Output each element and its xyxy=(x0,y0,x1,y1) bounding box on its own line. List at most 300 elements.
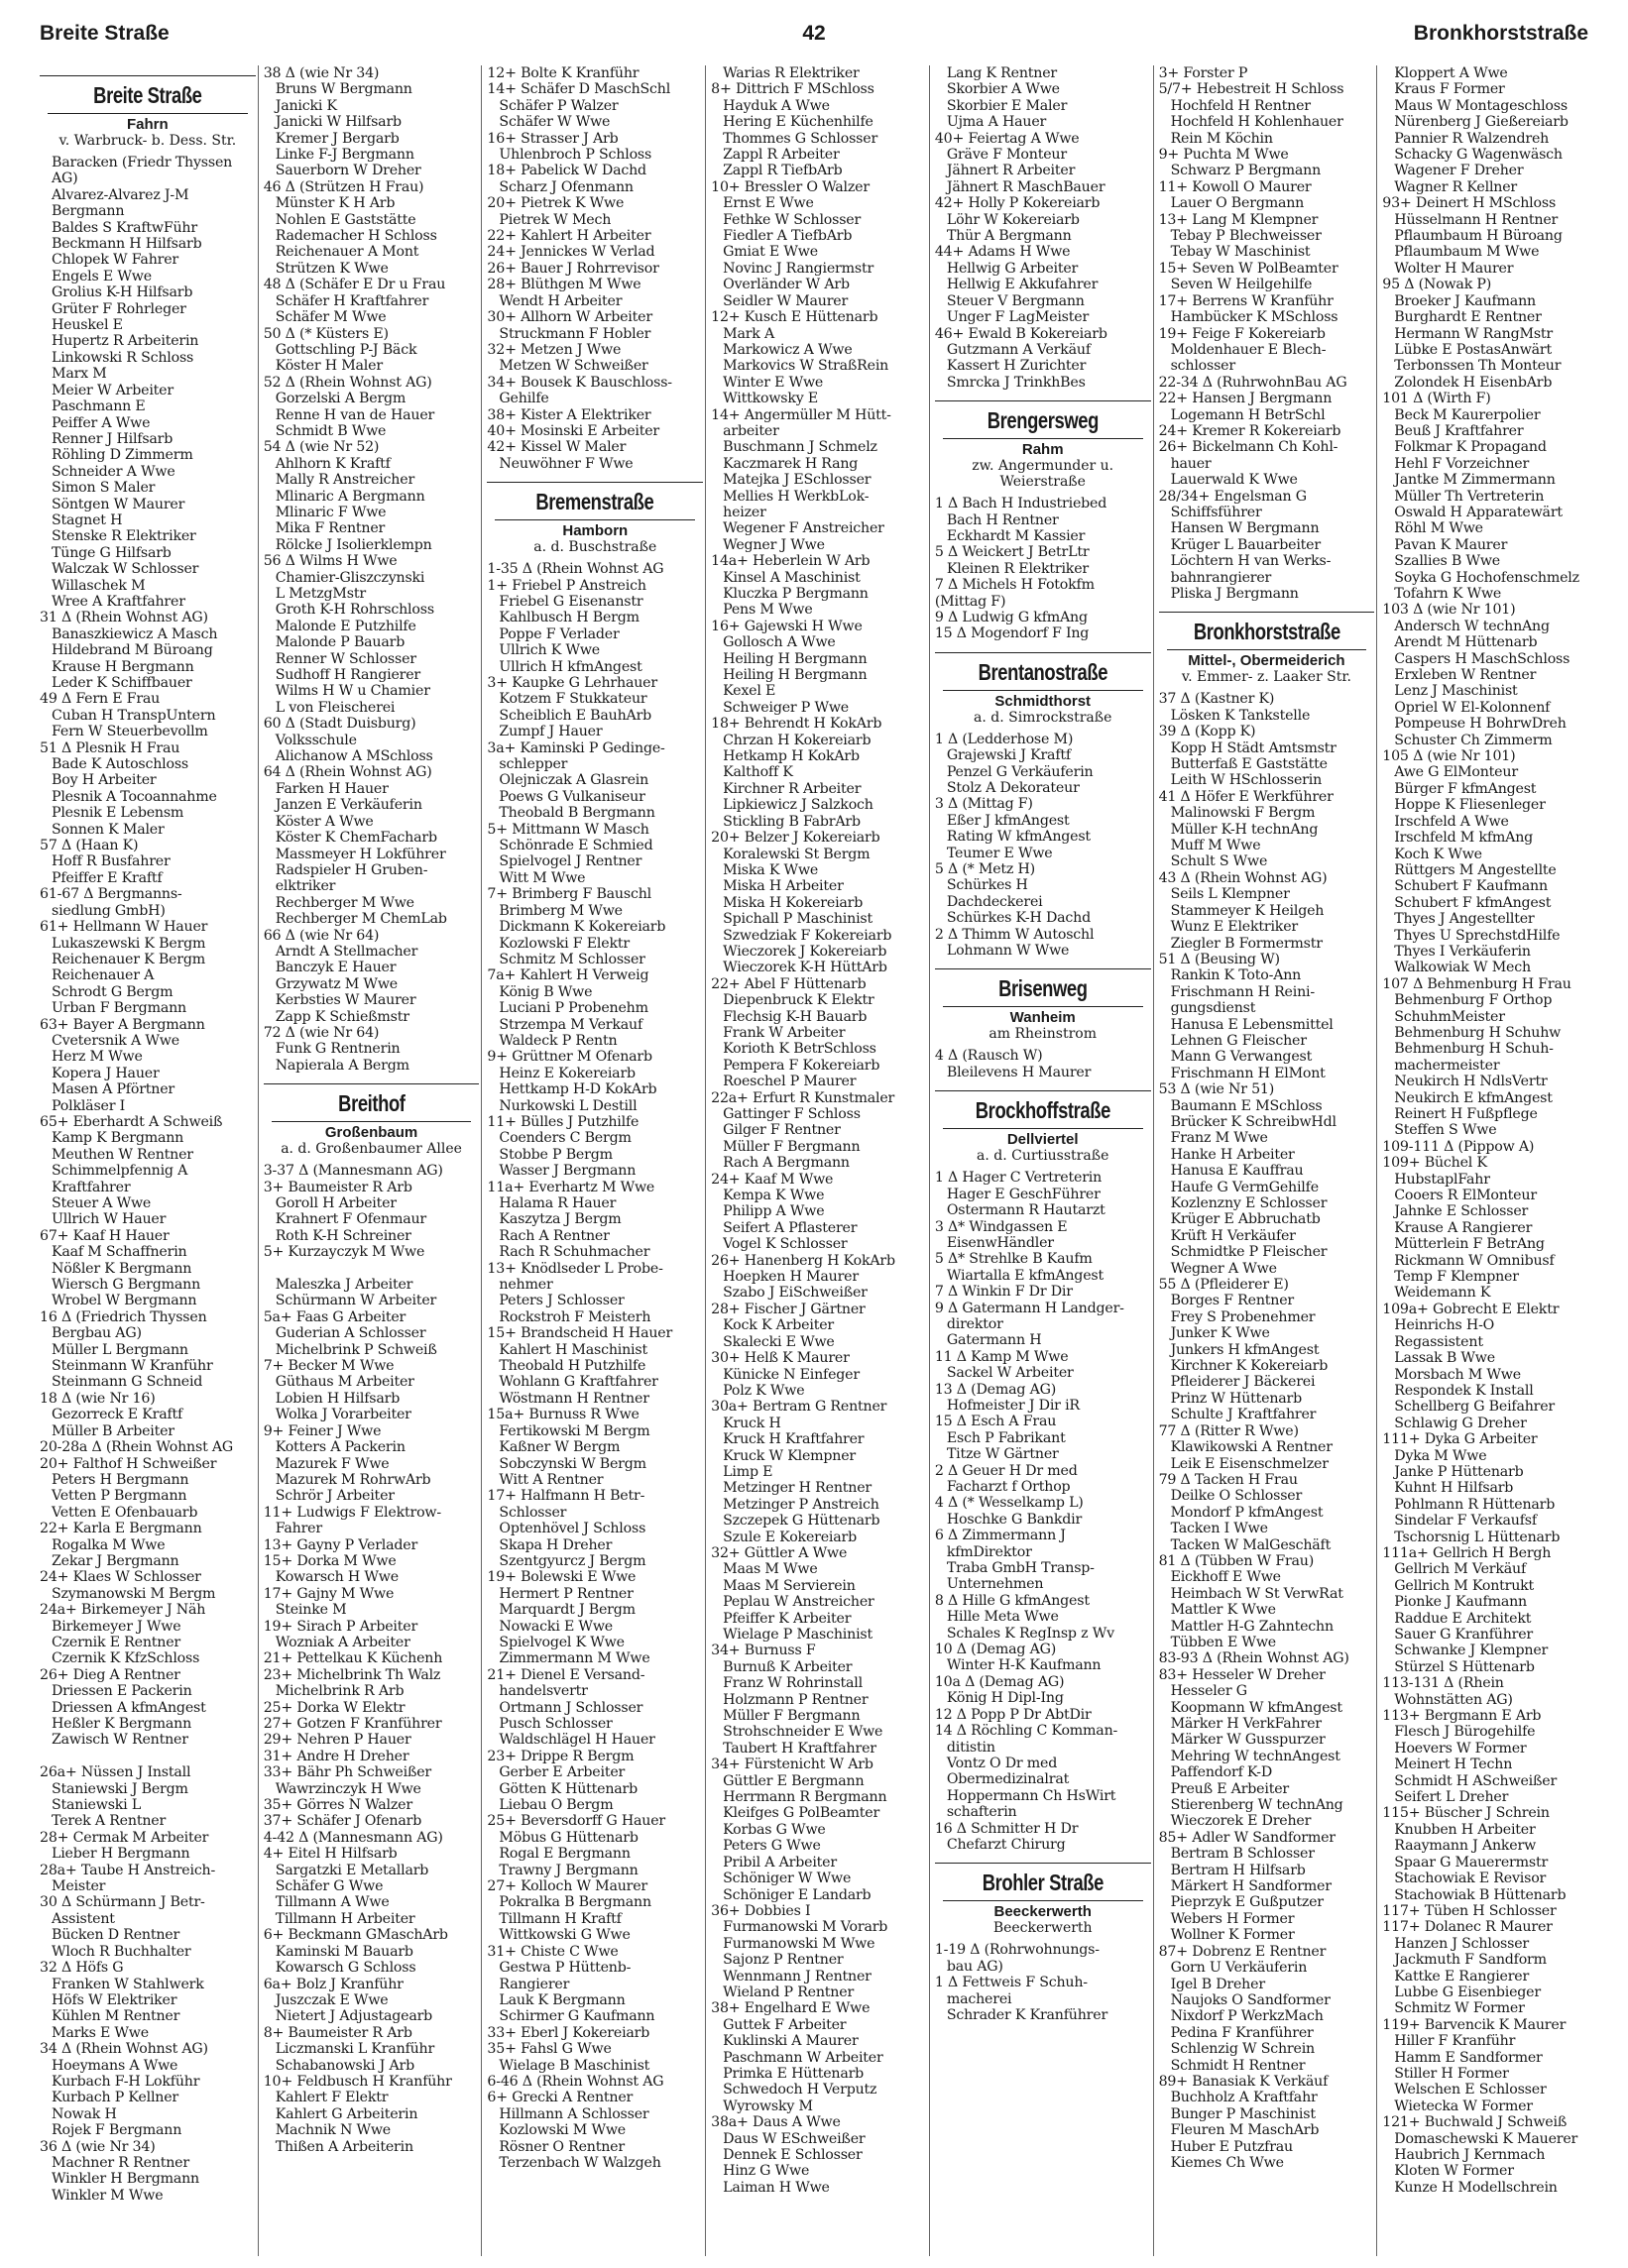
directory-entry: Tebay W Maschinist xyxy=(1170,244,1311,261)
directory-entry: Waldschlägel H Hauer xyxy=(499,1732,655,1749)
directory-entry: Lobien H Hilfsarb xyxy=(275,1390,401,1407)
directory-entry: 24+ Kremer R Kokereiarb xyxy=(1158,422,1341,439)
directory-entry: 56 Δ Wilms H Wwe xyxy=(263,553,398,570)
directory-entry: Pflaumbaum H Büroang xyxy=(1394,228,1563,245)
directory-entry: Hanzen J Schlosser xyxy=(1394,1935,1529,1952)
directory-entry: Hoeymans A Wwe xyxy=(52,2057,178,2074)
directory-entry: Söntgen W Maurer xyxy=(52,496,185,512)
directory-entry: 109a+ Gobrecht E Elektr xyxy=(1382,1301,1560,1317)
directory-entry: Peplau W Anstreicher xyxy=(723,1594,874,1611)
directory-entry: Webers H Former xyxy=(1170,1910,1295,1927)
directory-entry: Franz M Wwe xyxy=(1170,1130,1268,1147)
directory-entry: Reinert H Fußpflege xyxy=(1394,1106,1538,1122)
directory-entry: Kotzem F Stukkateur xyxy=(499,691,647,708)
directory-entry: Janke P Hüttenarb xyxy=(1394,1463,1524,1480)
directory-entry: Hering E Küchenhilfe xyxy=(723,114,873,131)
directory-entry: 1-35 Δ (Rhein Wohnst AG xyxy=(487,561,664,578)
directory-entry: Muff M Wwe xyxy=(1170,838,1261,854)
directory-entry: 21+ Pettelkau K Küchenh xyxy=(263,1650,443,1667)
directory-entry: Thür A Bergmann xyxy=(946,228,1072,245)
directory-entry: 3+ Baumeister R Arb xyxy=(263,1179,412,1195)
directory-entry: Thyes U SprechstdHilfe xyxy=(1394,927,1561,944)
directory-entry: 8+ Baumeister R Arb xyxy=(263,2024,412,2041)
directory-entry: Stiller H Former xyxy=(1394,2065,1509,2082)
directory-entry: Malinowski F Bergm xyxy=(1170,805,1316,822)
directory-entry: Hiller F Kranführ xyxy=(1394,2033,1516,2050)
directory-entry: Hesseler G xyxy=(1170,1683,1247,1700)
directory-entry: Schrodt G Bergm xyxy=(52,983,174,1000)
directory-entry: Witt M Wwe xyxy=(499,869,586,886)
directory-entry: Pompeuse H BohrwDreh xyxy=(1394,716,1567,733)
directory-entry: arbeiter xyxy=(723,422,779,439)
directory-entry: Steinmann W Kranführ xyxy=(52,1358,213,1375)
directory-entry: 12+ Bolte K Kranführ xyxy=(487,65,640,81)
directory-entry: Optenhövel J Schloss xyxy=(499,1521,646,1537)
directory-entry: Gattinger F Schloss xyxy=(723,1106,861,1122)
directory-entry: Tacken I Wwe xyxy=(1170,1521,1268,1537)
directory-entry: Chamier-Gliszczynski xyxy=(275,569,425,586)
directory-entry: Nowacki E Wwe xyxy=(499,1618,613,1635)
directory-entry: Rangierer xyxy=(499,1976,570,1992)
directory-entry: Kahlert H Maschinist xyxy=(499,1341,647,1358)
directory-entry: Rein M Köchin xyxy=(1170,130,1273,147)
directory-entry: Hermert P Rentner xyxy=(499,1585,634,1602)
directory-entry: Kleifges G PolBeamter xyxy=(723,1805,880,1822)
directory-entry: 64 Δ (Rhein Wohnst AG) xyxy=(263,764,432,781)
directory-entry: Peters G Wwe xyxy=(723,1838,821,1855)
directory-entry: 49 Δ Fern E Frau xyxy=(40,691,161,708)
directory-column xyxy=(935,65,1154,2256)
directory-entry: Grolius K-H Hilfsarb xyxy=(52,284,193,301)
directory-entry: Klawikowski A Rentner xyxy=(1170,1439,1333,1456)
directory-entry: Marx M xyxy=(52,366,107,383)
directory-entry: 111a+ Gellrich H Bergh xyxy=(1382,1544,1552,1561)
directory-entry: Rockstroh F Meisterh xyxy=(499,1308,651,1325)
street-name: Bronkhorststraße xyxy=(1193,619,1340,645)
directory-entry: Szczepek G Hüttenarb xyxy=(723,1513,880,1530)
directory-entry: direktor xyxy=(946,1315,1003,1332)
directory-entry: Rankin K Toto-Ann xyxy=(1170,967,1302,984)
street-name: Brentanostraße xyxy=(978,658,1107,685)
directory-entry: Hellwig E Akkufahrer xyxy=(946,277,1099,293)
directory-entry: Haubrich J Kernmach xyxy=(1394,2147,1546,2163)
directory-entry: 8+ Dittrich F MSchloss xyxy=(711,81,874,98)
directory-entry: Hille Meta Wwe xyxy=(946,1609,1059,1626)
street-range: a. d. Buschstraße xyxy=(533,539,657,556)
directory-entry: elktriker xyxy=(275,878,336,895)
directory-entry: Roth K-H Schreiner xyxy=(275,1227,411,1244)
directory-entry: Pliska J Bergmann xyxy=(1170,586,1299,602)
directory-entry: Franz W Rohrinstall xyxy=(723,1675,863,1692)
directory-entry: Kowarsch G Schloss xyxy=(275,1960,416,1977)
directory-entry: Bergmann xyxy=(52,203,125,220)
directory-entry: gungsdienst xyxy=(1170,1000,1256,1017)
street-name: Brohler Straße xyxy=(982,1870,1104,1896)
directory-entry: 67+ Kaaf H Hauer xyxy=(40,1227,170,1244)
directory-entry: 38a+ Daus A Wwe xyxy=(711,2114,841,2131)
directory-entry: Hanusa E Kauffrau xyxy=(1170,1163,1304,1180)
directory-entry: Michelbrink P Schweiß xyxy=(275,1341,437,1358)
directory-entry: Pusch Schlosser xyxy=(499,1716,613,1732)
directory-entry: Paschmann W Arbeiter xyxy=(723,2049,883,2066)
directory-entry: SchuhmMeister xyxy=(1394,1008,1505,1025)
directory-entry xyxy=(264,1261,480,1277)
directory-entry: Schmitz M Schlosser xyxy=(499,951,645,967)
directory-entry: macherei xyxy=(946,1990,1012,2007)
directory-entry: Hoepken H Maurer xyxy=(723,1269,859,1286)
street-heading xyxy=(487,482,703,555)
directory-entry: Seils L Klempner xyxy=(1170,886,1290,903)
street-range: Beeckerwerth xyxy=(992,1920,1093,1937)
directory-entry: 18+ Behrendt H KokArb xyxy=(711,716,882,733)
directory-entry: Neukirch H NdlsVertr xyxy=(1394,1074,1548,1090)
directory-entry: Rogalka M Wwe xyxy=(52,1536,166,1553)
directory-entry: 13+ Gayny P Verlader xyxy=(263,1536,418,1553)
directory-entry: Guderian A Schlosser xyxy=(275,1325,426,1342)
directory-entry: 51 Δ Plesnik H Frau xyxy=(40,739,180,756)
directory-entry: Wrobel W Bergmann xyxy=(52,1293,197,1309)
directory-entry: 30a+ Bertram G Rentner xyxy=(711,1399,887,1416)
directory-entry: Wunz E Elektriker xyxy=(1170,919,1298,936)
directory-entry: 39 Δ (Kopp K) xyxy=(1158,724,1256,740)
directory-entry: Huber E Putzfrau xyxy=(1170,2138,1293,2155)
directory-entry: Heiling H Bergmann xyxy=(723,667,868,684)
directory-entry: Malonde E Putzhilfe xyxy=(275,618,416,634)
directory-column xyxy=(1382,65,1601,2256)
directory-entry: 16 Δ Schmitter H Dr xyxy=(934,1820,1079,1837)
directory-entry: Ullrich W Hauer xyxy=(52,1211,167,1228)
directory-entry: Wieczorek J Kokereiarb xyxy=(723,943,887,960)
directory-entry: Gutzmann A Verkäuf xyxy=(946,341,1091,358)
directory-entry: 5 Δ Weickert J BetrLtr xyxy=(934,544,1090,561)
directory-entry: 21+ Dienel E Versand- xyxy=(487,1666,645,1683)
directory-entry: Hoschke G Bankdir xyxy=(946,1511,1083,1528)
directory-entry: Leith W HSchlosserin xyxy=(1170,772,1323,789)
directory-entry: 54 Δ (wie Nr 52) xyxy=(263,439,380,456)
page-header xyxy=(40,22,1588,54)
directory-entry: Märker H VerkFahrer xyxy=(1170,1716,1322,1732)
directory-entry: Grajewski J Kraftf xyxy=(946,747,1071,764)
directory-entry: Stolz A Dekorateur xyxy=(946,780,1080,796)
directory-entry: Gerber E Arbeiter xyxy=(499,1764,626,1781)
directory-entry: Hambücker K MSchloss xyxy=(1170,309,1338,326)
directory-entry: Kuklinski A Maurer xyxy=(723,2033,859,2050)
directory-entry: Janicki K xyxy=(275,97,337,114)
directory-entry: Peters J Schlosser xyxy=(499,1293,625,1309)
directory-entry: Wiersch G Bergmann xyxy=(52,1277,201,1294)
directory-entry: Wendt H Arbeiter xyxy=(499,292,623,309)
directory-entry: Schubert F kfmAngest xyxy=(1394,894,1552,911)
directory-entry: Hanusa E Lebensmittel xyxy=(1170,1016,1334,1033)
directory-entry: Bücken D Rentner xyxy=(52,1927,180,1944)
directory-entry: 19+ Sirach P Arbeiter xyxy=(263,1618,418,1635)
directory-entry: 5a+ Faas G Arbeiter xyxy=(263,1308,407,1325)
directory-entry: 117+ Dolanec R Maurer xyxy=(1382,1919,1553,1936)
directory-entry: Hehl F Vorzeichner xyxy=(1394,455,1530,472)
directory-entry: 8 Δ Hille G kfmAngest xyxy=(934,1592,1090,1609)
directory-entry: 87+ Dobrenz E Rentner xyxy=(1158,1943,1327,1960)
directory-entry: Meuthen W Rentner xyxy=(52,1146,193,1163)
directory-entry: Staniewski L xyxy=(52,1797,142,1814)
directory-entry: Ortmann J Schlosser xyxy=(499,1699,643,1716)
directory-entry: Engels E Wwe xyxy=(52,268,152,284)
directory-entry: Köster H Maler xyxy=(275,358,383,375)
directory-entry: Schöniger W Wwe xyxy=(723,1871,852,1887)
directory-entry: 16+ Strasser J Arb xyxy=(487,130,619,147)
directory-entry: 117+ Tüben H Schlosser xyxy=(1382,1902,1557,1919)
directory-entry: Metzen W Schweißer xyxy=(499,358,648,375)
directory-entry: Pietrek W Mech xyxy=(499,211,612,228)
directory-entry: 6a+ Bolz J Kranführ xyxy=(263,1976,404,1992)
directory-entry: Knubben H Arbeiter xyxy=(1394,1821,1536,1838)
street-range: v. Warbruck- b. Dess. Str. xyxy=(58,133,237,149)
directory-entry: Philipp A Wwe xyxy=(723,1203,825,1220)
directory-entry: Wöstmann H Rentner xyxy=(499,1390,649,1407)
directory-entry: Hinz G Wwe xyxy=(723,2163,810,2180)
directory-entry: 6+ Beckmann GMaschArb xyxy=(263,1927,448,1944)
directory-entry: Seifert L Dreher xyxy=(1394,1789,1509,1806)
street-range: a. d. Simrockstraße xyxy=(974,709,1112,726)
directory-entry: 83-93 Δ (Rhein Wohnst AG) xyxy=(1158,1650,1349,1667)
directory-entry: Mazurek F Wwe xyxy=(275,1455,390,1472)
directory-entry: Waldeck P Rentn xyxy=(499,1032,618,1049)
directory-entry: Jantke M Zimmermann xyxy=(1394,472,1556,489)
directory-entry: Teumer E Wwe xyxy=(946,845,1053,861)
directory-entry: 20+ Falthof H Schweißer xyxy=(40,1455,217,1472)
directory-entry: 61-67 Δ Bergmanns- xyxy=(40,886,182,903)
directory-entry: 3+ Kaupke G Lehrhauer xyxy=(487,675,657,691)
directory-entry: 30 Δ Schürmann J Betr- xyxy=(40,1894,205,1911)
directory-entry: Götten K Hüttenarb xyxy=(499,1780,639,1797)
directory-entry: Müller Th Vertreterin xyxy=(1394,488,1545,505)
directory-entry: Bunger P Maschinist xyxy=(1170,2105,1316,2122)
district-name: Fahrn xyxy=(127,116,169,133)
directory-entry: 33+ Eberl J Kokereiarb xyxy=(487,2024,650,2041)
street-rule xyxy=(943,438,1143,439)
street-name: Brengersweg xyxy=(987,407,1099,434)
directory-entry: Kraus F Former xyxy=(1394,81,1505,98)
directory-entry: Lenz J Maschinist xyxy=(1394,683,1518,700)
directory-entry: Rickmann W Omnibusf xyxy=(1394,1252,1555,1269)
directory-entry: Meinert H Techn xyxy=(1394,1757,1513,1773)
directory-entry: 109+ Büchel K xyxy=(1382,1155,1487,1172)
directory-entry: Stierenberg W technAng xyxy=(1170,1797,1343,1814)
directory-entry: Schiffsführer xyxy=(1170,504,1262,520)
directory-entry: Grüter F Rohrleger xyxy=(52,300,186,317)
directory-entry: Miska K Wwe xyxy=(723,861,819,878)
directory-entry: 13+ Knödlseder L Probe- xyxy=(487,1260,663,1277)
directory-entry: Sonnen K Maler xyxy=(52,821,165,838)
directory-entry: 20+ Belzer J Kokereiarb xyxy=(711,830,880,847)
directory-entry: Matejka J ESchlosser xyxy=(723,472,872,489)
directory-entry: Korioth K BetrSchloss xyxy=(723,1041,876,1058)
directory-entry: Eßer J kfmAngest xyxy=(946,812,1070,829)
directory-entry: Heinrichs H-O xyxy=(1394,1317,1495,1334)
directory-entry: Meister xyxy=(52,1878,106,1895)
directory-entry: Hüsselmann H Rentner xyxy=(1394,211,1559,228)
directory-entry: Furmanowski M Wwe xyxy=(723,1935,875,1952)
directory-entry: Arndt A Stellmacher xyxy=(275,943,418,960)
directory-entry: Winter E Wwe xyxy=(723,374,824,391)
directory-entry: 9 Δ Gatermann H Landger- xyxy=(934,1300,1124,1316)
directory-entry: Linke F-J Bergmann xyxy=(275,147,414,164)
directory-entry: Mehring W technAngest xyxy=(1170,1748,1340,1764)
directory-entry: Tillmann A Wwe xyxy=(275,1894,390,1911)
directory-entry: Sauer G Kranführer xyxy=(1394,1627,1533,1643)
directory-entry: 42+ Kissel W Maler xyxy=(487,439,627,456)
directory-entry: Willaschek M xyxy=(52,577,146,594)
directory-entry: 25+ Dorka W Elektr xyxy=(263,1699,406,1716)
directory-entry: 1-19 Δ (Rohrwohnungs- xyxy=(934,1942,1100,1959)
directory-entry: 46+ Ewald B Kokereiarb xyxy=(934,325,1107,342)
directory-entry: Hanke H Arbeiter xyxy=(1170,1146,1295,1163)
directory-entry: schlosser xyxy=(1170,358,1235,375)
directory-entry: 14 Δ Röchling C Komman- xyxy=(934,1723,1118,1740)
directory-entry: Friebel G Eisenanstr xyxy=(499,593,643,610)
directory-entry: Skorbier E Maler xyxy=(946,97,1068,114)
directory-entry: Fethke W Schlosser xyxy=(723,211,862,228)
directory-entry: 1 Δ Fettweis F Schuh- xyxy=(934,1975,1088,1991)
directory-entry: Neuwöhner F Wwe xyxy=(499,455,634,472)
directory-entry: 20+ Pietrek K Wwe xyxy=(487,195,625,212)
directory-entry: Spielvogel K Wwe xyxy=(499,1634,625,1650)
street-rule xyxy=(943,1006,1143,1007)
directory-entry: Szwedziak F Kokereiarb xyxy=(723,927,892,944)
directory-entry: Herrmann R Bergmann xyxy=(723,1789,887,1806)
directory-entry: Schürkes H xyxy=(946,877,1028,894)
directory-entry: Halama R Hauer xyxy=(499,1195,617,1211)
directory-entry: Thißen A Arbeiterin xyxy=(275,2138,413,2155)
directory-entry: Pempera F Kokereiarb xyxy=(723,1057,880,1074)
directory-entry: Poews G Vulkaniseur xyxy=(499,788,645,805)
street-rule xyxy=(48,113,248,114)
directory-entry: Limp E xyxy=(723,1463,773,1480)
directory-entry: 111+ Dyka G Arbeiter xyxy=(1382,1431,1538,1448)
directory-entry: Hansen W Bergmann xyxy=(1170,520,1320,537)
directory-entry: Höfs W Elektriker xyxy=(52,1991,177,2008)
directory-columns xyxy=(40,65,1601,2256)
directory-entry: 19+ Feige F Kokereiarb xyxy=(1158,325,1326,342)
directory-entry: Plesnik E Lebensm xyxy=(52,805,184,822)
directory-entry: bau AG) xyxy=(946,1958,1003,1975)
directory-entry: 10 Δ (Demag AG) xyxy=(934,1642,1057,1658)
directory-entry: 55 Δ (Pfleiderer E) xyxy=(1158,1277,1289,1294)
directory-entry: Reichenauer A xyxy=(52,967,155,984)
directory-entry: Gellrich M Verkäuf xyxy=(1394,1561,1526,1578)
running-head-left: Breite Straße xyxy=(40,22,170,45)
directory-entry: Walkowiak W Mech xyxy=(1394,960,1531,976)
directory-entry: 28a+ Taube H Anstreich- xyxy=(40,1862,216,1878)
directory-entry: Gollosch A Wwe xyxy=(723,634,836,651)
directory-entry: Kaminski M Bauarb xyxy=(275,1943,413,1960)
directory-entry: Kaaf M Schaffnerin xyxy=(52,1244,187,1261)
directory-entry: Trawny J Bergmann xyxy=(499,1862,639,1878)
directory-entry: Kassert H Zurichter xyxy=(946,358,1087,375)
directory-entry: 15a+ Burnuss R Wwe xyxy=(487,1407,640,1423)
directory-entry: Mlinaric A Bergmann xyxy=(275,488,425,505)
directory-entry: 17+ Halfmann H Betr- xyxy=(487,1488,645,1505)
directory-entry: 13+ Lang M Klempner xyxy=(1158,211,1319,228)
directory-entry: 3 Δ* Windgassen E xyxy=(934,1218,1068,1235)
directory-entry: Janicki W Hilfsarb xyxy=(275,114,402,131)
directory-entry: Behmenburg H Schuh- xyxy=(1394,1041,1554,1058)
directory-entry: Frey S Probenehmer xyxy=(1170,1308,1316,1325)
directory-entry: Primka E Hüttenarb xyxy=(723,2065,865,2082)
directory-entry: Frischmann H Reini- xyxy=(1170,983,1315,1000)
directory-entry: Heßler K Bergmann xyxy=(52,1716,192,1732)
directory-entry: Machner R Rentner xyxy=(52,2154,189,2171)
street-range: am Rheinstrom xyxy=(988,1026,1098,1043)
directory-entry: Laiman H Wwe xyxy=(723,2179,830,2196)
directory-entry: Furmanowski M Vorarb xyxy=(723,1919,888,1936)
directory-entry: 16+ Gajewski H Wwe xyxy=(711,618,863,634)
directory-entry: Liczmanski L Kranführ xyxy=(275,2041,435,2058)
directory-entry: Fahrer xyxy=(275,1521,322,1537)
directory-entry: 38+ Kister A Elektriker xyxy=(487,406,651,423)
directory-entry: 15+ Dorka M Wwe xyxy=(263,1552,397,1569)
directory-entry: Szallies B Wwe xyxy=(1394,553,1500,570)
directory-entry: Rach A Rentner xyxy=(499,1227,610,1244)
directory-entry: Lauerwald K Wwe xyxy=(1170,472,1298,489)
directory-entry: Maas M Servierein xyxy=(723,1577,856,1594)
directory-entry: Skalecki E Wwe xyxy=(723,1333,835,1350)
directory-entry: Wieczorek E Dreher xyxy=(1170,1813,1312,1830)
directory-entry: Brücker K SchreibwHdl xyxy=(1170,1113,1337,1130)
directory-entry: AG) xyxy=(52,170,78,187)
directory-entry: Müller L Bergmann xyxy=(52,1341,188,1358)
directory-entry: Reichenauer K Bergm xyxy=(52,951,205,967)
directory-entry: Schmidt H Rentner xyxy=(1170,2057,1306,2074)
directory-entry: Köster K ChemFacharb xyxy=(275,830,437,847)
directory-entry: Spaar G Mauerermstr xyxy=(1394,1854,1549,1871)
directory-entry: Zappl R Arbeiter xyxy=(723,147,840,164)
directory-entry: Schmidt B Wwe xyxy=(275,422,387,439)
directory-entry: Uhlenbroch P Schloss xyxy=(499,147,652,164)
directory-entry: Stachowiak B Hüttenarb xyxy=(1394,1886,1567,1903)
directory-entry: Kopp H Städt Amtsmstr xyxy=(1170,739,1337,756)
directory-entry: Irschfeld M kfmAng xyxy=(1394,830,1534,847)
directory-entry: 77 Δ (Ritter R Wwe) xyxy=(1158,1422,1299,1439)
directory-entry: Chlopek W Fahrer xyxy=(52,252,178,269)
directory-entry: Frank W Arbeiter xyxy=(723,1024,846,1041)
directory-entry: Peiffer A Wwe xyxy=(52,414,151,431)
directory-entry: Ullrich H kfmAngest xyxy=(499,658,642,675)
directory-entry: Cvetersnik A Wwe xyxy=(52,1032,179,1049)
directory-entry: Kopera J Hauer xyxy=(52,1065,160,1081)
directory-entry: Schürmann W Arbeiter xyxy=(275,1293,437,1309)
directory-entry: Opriel W El-Kolonnenf xyxy=(1394,699,1551,716)
directory-entry: Seifert A Pflasterer xyxy=(723,1219,858,1236)
directory-entry: 32+ Metzen J Wwe xyxy=(487,341,622,358)
directory-entry: Sindelar F Verkaufsf xyxy=(1394,1513,1537,1530)
directory-entry: Krause H Bergmann xyxy=(52,658,194,675)
directory-entry: Zolondek H EisenbArb xyxy=(1394,374,1553,391)
street-range: zw. Angermunder u. Weierstraße xyxy=(972,458,1114,491)
directory-entry: Kloppert A Wwe xyxy=(1394,65,1508,81)
directory-column xyxy=(264,65,483,2256)
directory-entry: Hellwig G Arbeiter xyxy=(946,260,1079,277)
directory-entry: Skapa H Dreher xyxy=(499,1536,613,1553)
directory-entry: Plesnik A Tocoannahme xyxy=(52,788,217,805)
directory-entry: Esch P Fabrikant xyxy=(946,1429,1066,1446)
directory-entry: Zawisch W Rentner xyxy=(52,1732,188,1749)
directory-entry: Stenske R Elektriker xyxy=(52,528,196,545)
directory-entry: Weidemann K xyxy=(1394,1285,1491,1302)
directory-entry: 109-111 Δ (Pippow A) xyxy=(1382,1138,1535,1155)
directory-entry: 34+ Burnuss F xyxy=(711,1643,816,1659)
directory-entry: 24+ Kaaf M Wwe xyxy=(711,1171,834,1188)
directory-entry: 44+ Adams H Wwe xyxy=(934,244,1071,261)
